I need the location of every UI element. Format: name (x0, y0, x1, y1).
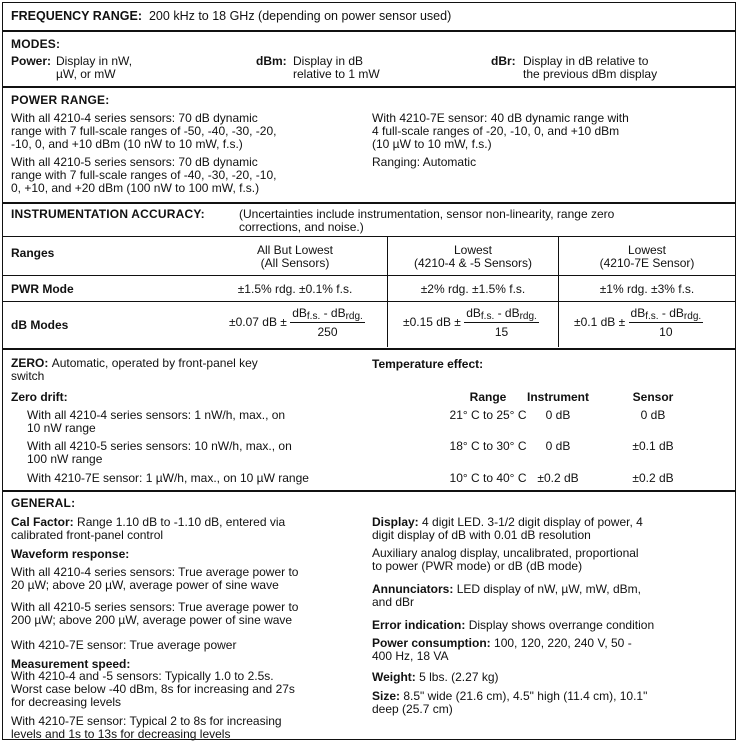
temp-sensor-1: 0 dB (640, 408, 666, 422)
row-ranges-label: Ranges (11, 246, 55, 260)
pwr-lowest-4210-4-5: ±2% rdg. ±1.5% f.s. (420, 282, 526, 296)
temp-instrument-3: ±0.2 dB (537, 471, 579, 485)
db-lowest-4210-7e: ±0.1 dB ± $\frac{\text{dBf.s. - dBrdg.}}{10}$ (574, 306, 702, 339)
col-lowest-4210-7e: Lowest (4210-7E Sensor) (599, 243, 695, 270)
display-spec: Display: 4 digit LED. 3-1/2 digit display of power, 4 digit display of dB with 0.01 dB resolution (372, 515, 643, 542)
zero-drift-label: Zero drift: (11, 390, 68, 404)
col-lowest-4210-4-5: Lowest (4210-4 & -5 Sensors) (413, 243, 533, 270)
col-all-but-lowest: All But Lowest (All Sensors) (256, 243, 334, 270)
speed-4210-7e: With 4210-7E sensor: Typical 2 to 8s for increasing levels and 1s to 13s for decreasing levels (11, 714, 282, 741)
temp-header-instrument: Instrument (526, 390, 589, 404)
zero-line (11, 357, 258, 383)
cal-factor: Cal Factor: Range 1.10 dB to -1.10 dB, entered via calibrated front-panel control (11, 515, 286, 542)
dbm-mode-label: dBm: (256, 54, 287, 68)
divider (3, 490, 735, 492)
modes-heading: MODES: (11, 37, 61, 51)
db-all-but-lowest: ±0.07 dB ± $\frac{\text{dBf.s. - dBrdg.}}{250}$ (229, 306, 363, 339)
temperature-label: Temperature effect: (372, 357, 484, 371)
error-indication: Error indication: Display shows overrange condition (372, 618, 655, 632)
annunciators: Annunciators: LED display of nW, µW, mW, dBm, and dBr (372, 582, 641, 609)
spec-sheet (2, 2, 736, 740)
zero-drift-4210-7e: With 4210-7E sensor: 1 µW/h, max., on 10 µW range (27, 471, 309, 485)
temp-range-3: 10° C to 40° C (449, 471, 527, 485)
power-consumption: Power consumption: 100, 120, 220, 240 V, 50 - 400 Hz, 18 VA (372, 636, 632, 663)
temp-sensor-3: ±0.2 dB (632, 471, 674, 485)
temp-sensor-2: ±0.1 dB (632, 439, 674, 453)
temp-instrument-1: 0 dB (545, 408, 571, 422)
row-db-label: dB Modes (11, 318, 69, 332)
row-pwr-label: PWR Mode (11, 282, 74, 296)
temp-range-1: 21° C to 25° C (449, 408, 527, 422)
speed-label: Measurement speed: (11, 657, 131, 671)
power-mode-text: Display in nW, µW, or mW (56, 54, 133, 81)
divider (3, 202, 735, 204)
fraction: $\frac{\text{dBf.s. - dBrdg.}}{10}$ (630, 306, 702, 339)
power-range-4210-5: With all 4210-5 series sensors: 70 dB dynamic range with 7 full-scale ranges of -40, -30, -20, -10, 0, +10, and +20 dBm (100 nW to 100 mW, f.s.) (11, 155, 277, 195)
zero-drift-4210-4: With all 4210-4 series sensors: 1 nW/h, max., on 10 nW range (27, 408, 286, 435)
dbr-mode-text: Display in dB relative to the previous dBm display (523, 54, 658, 81)
divider (3, 86, 735, 88)
fraction: $\frac{\text{dBf.s. - dBrdg.}}{15}$ (466, 306, 537, 339)
general-heading: GENERAL: (11, 496, 76, 510)
power-range-heading: POWER RANGE: (11, 93, 110, 107)
pwr-lowest-4210-7e: ±1% rdg. ±3% f.s. (599, 282, 695, 296)
auxiliary-display: Auxiliary analog display, uncalibrated, proportional to power (PWR mode) or dB (dB mode) (372, 546, 639, 573)
table-line (3, 275, 735, 276)
power-mode-label: Power: (11, 54, 52, 68)
temp-header-sensor: Sensor (632, 390, 674, 404)
db-lowest-4210-4-5: ±0.15 dB ± $\frac{\text{dBf.s. - dBrdg.}}{15}$ (403, 306, 537, 339)
power-range-4210-7e: With 4210-7E sensor: 40 dB dynamic range with 4 full-scale ranges of -20, -10, 0, and +10 dBm (10 µW to 10 mW, f.s.) (372, 111, 629, 151)
accuracy-note: (Uncertainties include instrumentation, sensor non-linearity, range zero corrections, and noise.) (239, 207, 615, 234)
waveform-label: Waveform response: (11, 547, 130, 561)
table-line (3, 301, 735, 302)
waveform-4210-5: With all 4210-5 series sensors: True average power to 200 µW; above 200 µW, average power of sine wave (11, 600, 299, 627)
zero-drift-4210-5: With all 4210-5 series sensors: 10 nW/h, max., on 100 nW range (27, 439, 292, 466)
temp-header-range: Range (469, 390, 507, 404)
zero-text: Automatic, operated by front-panel key switch (11, 356, 258, 383)
weight: Weight: 5 lbs. (2.27 kg) (372, 670, 499, 684)
fraction: $\frac{\text{dBf.s. - dBrdg.}}{250}$ (292, 306, 363, 339)
divider (3, 30, 735, 32)
dbr-mode-label: dBr: (491, 54, 516, 68)
waveform-4210-4: With all 4210-4 series sensors: True average power to 20 µW; above 20 µW, average power of sine wave (11, 565, 299, 592)
speed-4210-4-5: With 4210-4 and -5 sensors: Typically 1.0 to 2.5s. Worst case below -40 dBm, 8s for increasing and 27s for decreasing levels (11, 669, 295, 709)
accuracy-heading: INSTRUMENTATION ACCURACY: (11, 207, 205, 221)
zero-label: ZERO: (11, 356, 49, 370)
waveform-4210-7e: With 4210-7E sensor: True average power (11, 638, 237, 652)
divider (3, 348, 735, 350)
temp-range-2: 18° C to 30° C (449, 439, 527, 453)
temp-instrument-2: 0 dB (545, 439, 571, 453)
size: Size: 8.5" wide (21.6 cm), 4.5" high (11.4 cm), 10.1" deep (25.7 cm) (372, 689, 648, 716)
power-range-ranging: Ranging: Automatic (372, 155, 477, 169)
frequency-label: FREQUENCY RANGE: (11, 9, 143, 23)
table-line (3, 236, 735, 237)
pwr-all-but-lowest: ±1.5% rdg. ±0.1% f.s. (237, 282, 353, 296)
frequency-text: 200 kHz to 18 GHz (depending on power sensor used) (148, 9, 452, 23)
power-range-4210-4: With all 4210-4 series sensors: 70 dB dynamic range with 7 full-scale ranges of -50, -40, -30, -20, -10, 0, and +10 dBm (10 nW to 10 mW, f.s.) (11, 111, 277, 151)
dbm-mode-text: Display in dB relative to 1 mW (293, 54, 380, 81)
frequency-line (11, 10, 451, 23)
